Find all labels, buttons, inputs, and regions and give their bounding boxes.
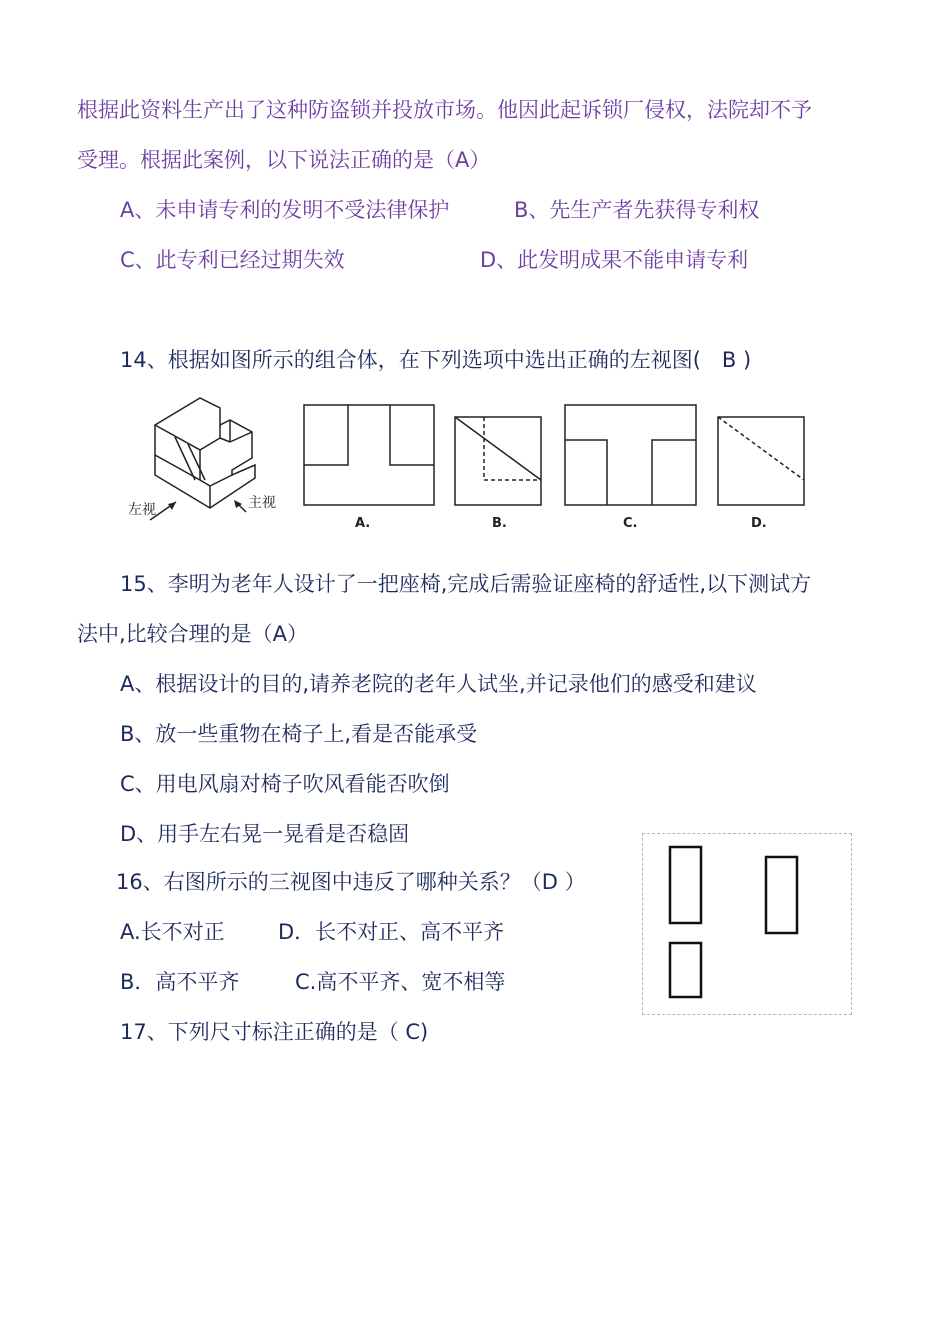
q13-option-d: D、此发明成果不能申请专利 [480, 248, 749, 272]
q14-stem: 14、根据如图所示的组合体，在下列选项中选出正确的左视图( B ) [120, 348, 752, 372]
q17-stem: 17、下列尺寸标注正确的是（ C) [120, 1020, 429, 1044]
left-view-label: 左视 [128, 502, 156, 518]
q16-option-d: D．长不对正、高不平齐 [278, 920, 505, 944]
side-view-rect [766, 857, 797, 933]
option-a-label: A. [355, 516, 371, 531]
q14-figure [120, 380, 840, 540]
q15-stem-line1: 15、李明为老年人设计了一把座椅,完成后需验证座椅的舒适性,以下测试方 [120, 572, 812, 596]
option-d-drawing [718, 417, 804, 505]
q16-option-b: B．高不平齐 [120, 970, 240, 994]
option-b-drawing [455, 417, 541, 505]
front-view-rect [670, 847, 701, 923]
isometric-solid [155, 398, 255, 508]
q16-option-a: A.长不对正 [120, 920, 225, 944]
q13-option-b: B、先生产者先获得专利权 [514, 198, 760, 222]
main-view-label: 主视 [248, 495, 276, 511]
option-c-drawing [565, 405, 696, 505]
q13-option-c: C、此专利已经过期失效 [120, 248, 345, 272]
q16-three-view-figure [642, 833, 852, 1015]
option-d-label: D. [751, 516, 767, 531]
q15-option-c: C、用电风扇对椅子吹风看能否吹倒 [120, 772, 450, 796]
q15-option-a: A、根据设计的目的,请养老院的老年人试坐,并记录他们的感受和建议 [120, 672, 757, 696]
q16-option-c: C.高不平齐、宽不相等 [295, 970, 506, 994]
option-b-label: B. [492, 516, 507, 531]
option-a-drawing [304, 405, 434, 505]
top-view-rect [670, 943, 701, 997]
q15-option-d: D、用手左右晃一晃看是否稳固 [120, 822, 410, 846]
q13-stem-line2: 受理。根据此案例，以下说法正确的是（A） [77, 148, 491, 172]
option-c-label: C. [623, 516, 638, 531]
q13-option-a: A、未申请专利的发明不受法律保护 [120, 198, 450, 222]
q13-stem-line1: 根据此资料生产出了这种防盗锁并投放市场。他因此起诉锁厂侵权，法院却不予 [77, 98, 812, 122]
q16-stem: 16、右图所示的三视图中违反了哪种关系？（D ） [116, 870, 586, 894]
q15-stem-line2: 法中,比较合理的是（A） [77, 622, 309, 646]
q15-option-b: B、放一些重物在椅子上,看是否能承受 [120, 722, 478, 746]
